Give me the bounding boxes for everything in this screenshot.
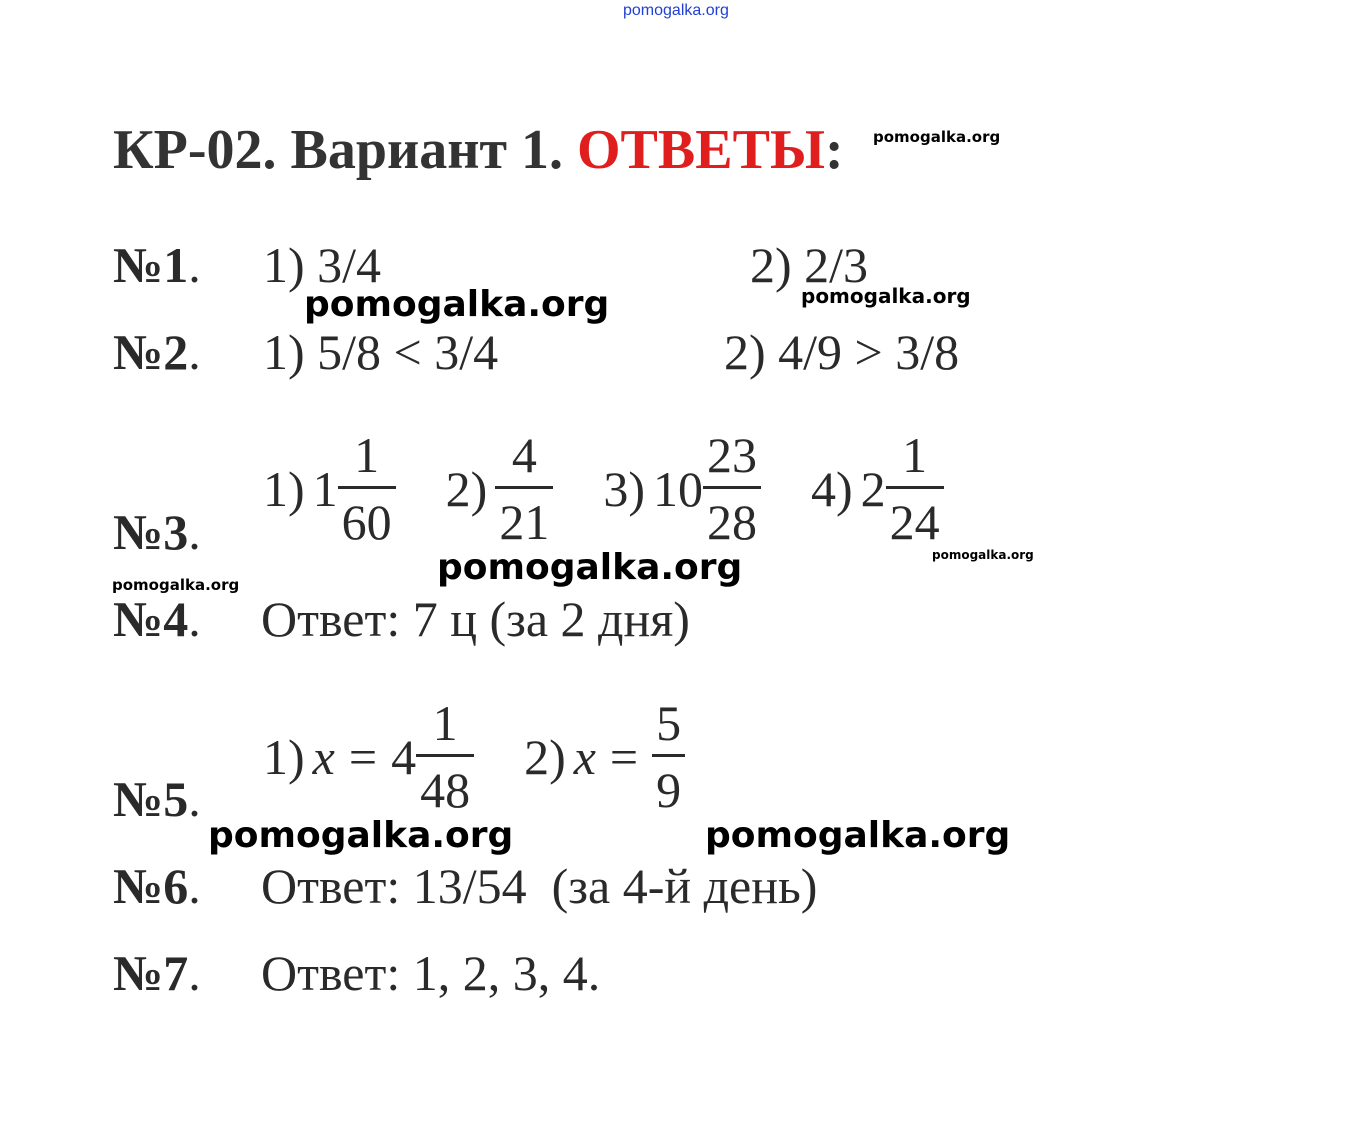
task-3-number: №3. <box>113 504 201 560</box>
fraction <box>338 427 396 550</box>
task-7-number: №7. <box>113 945 201 1001</box>
watermark: pomogalka.org <box>873 128 1001 146</box>
denominator: 9 <box>656 762 682 818</box>
watermark: pomogalka.org <box>801 284 971 308</box>
mixed-whole: 1 <box>312 460 338 517</box>
equals-sign: = <box>609 728 639 785</box>
equals-sign: = <box>348 728 378 785</box>
numerator: 23 <box>706 427 757 483</box>
page-title <box>113 118 844 182</box>
watermark: pomogalka.org <box>705 815 1011 856</box>
numerator: 4 <box>511 427 537 483</box>
task-4-answer: Ответ: 7 ц (за 2 дня) <box>261 591 690 647</box>
item-label: 4) <box>810 460 853 517</box>
fraction <box>652 695 685 818</box>
watermark: pomogalka.org <box>304 284 610 325</box>
fraction <box>703 427 761 550</box>
task-3-expressions <box>263 427 944 550</box>
fraction-bar <box>416 754 474 757</box>
watermark: pomogalka.org <box>112 576 240 594</box>
title-colon: : <box>824 119 844 181</box>
denominator: 24 <box>889 494 940 550</box>
title-prefix: КР-02. Вариант 1. <box>113 119 577 181</box>
item-label: 1) <box>263 728 305 785</box>
task-1-answer-2: 2) 2/3 <box>750 237 869 293</box>
task-6-answer: Ответ: 13/54 (за 4-й день) <box>261 858 818 914</box>
watermark: pomogalka.org <box>208 815 514 856</box>
fraction-bar <box>495 486 553 489</box>
task-5-number: №5. <box>113 771 201 827</box>
numerator: 1 <box>354 427 380 483</box>
task-6-number: №6. <box>113 858 201 914</box>
task-2-answer-2: 2) 4/9 > 3/8 <box>724 324 960 380</box>
item-label: 2) <box>524 728 566 785</box>
task-2-answer-1: 1) 5/8 < 3/4 <box>263 324 499 380</box>
fraction <box>495 427 553 550</box>
title-answers: ОТВЕТЫ <box>577 119 825 181</box>
mixed-whole: 2 <box>860 460 886 517</box>
mixed-whole: 4 <box>391 728 417 785</box>
mixed-whole: 10 <box>652 460 703 517</box>
numerator: 5 <box>656 695 682 751</box>
task-7-answer: Ответ: 1, 2, 3, 4. <box>261 945 601 1001</box>
denominator: 28 <box>706 494 757 550</box>
watermark: pomogalka.org <box>437 547 743 588</box>
numerator: 1 <box>432 695 458 751</box>
item-label: 3) <box>603 460 645 517</box>
task-5-expressions <box>263 695 685 818</box>
task-1-number: №1. <box>113 237 201 293</box>
variable: x <box>573 728 596 785</box>
item-label: 2) <box>445 460 488 517</box>
denominator: 48 <box>420 762 471 818</box>
task-4-number: №4. <box>113 591 201 647</box>
watermark-top[interactable]: pomogalka.org <box>623 2 729 19</box>
fraction-bar <box>886 486 944 489</box>
fraction-bar <box>703 486 761 489</box>
fraction <box>886 427 944 550</box>
numerator: 1 <box>902 427 928 483</box>
denominator: 60 <box>341 494 392 550</box>
watermark: pomogalka.org <box>932 548 1034 562</box>
fraction-bar <box>652 754 685 757</box>
task-1-answer-1: 1) 3/4 <box>263 237 382 293</box>
fraction-bar <box>338 486 396 489</box>
task-2-number: №2. <box>113 324 201 380</box>
fraction <box>416 695 474 818</box>
variable: x <box>312 728 335 785</box>
item-label: 1) <box>263 460 305 517</box>
denominator: 21 <box>499 494 550 550</box>
